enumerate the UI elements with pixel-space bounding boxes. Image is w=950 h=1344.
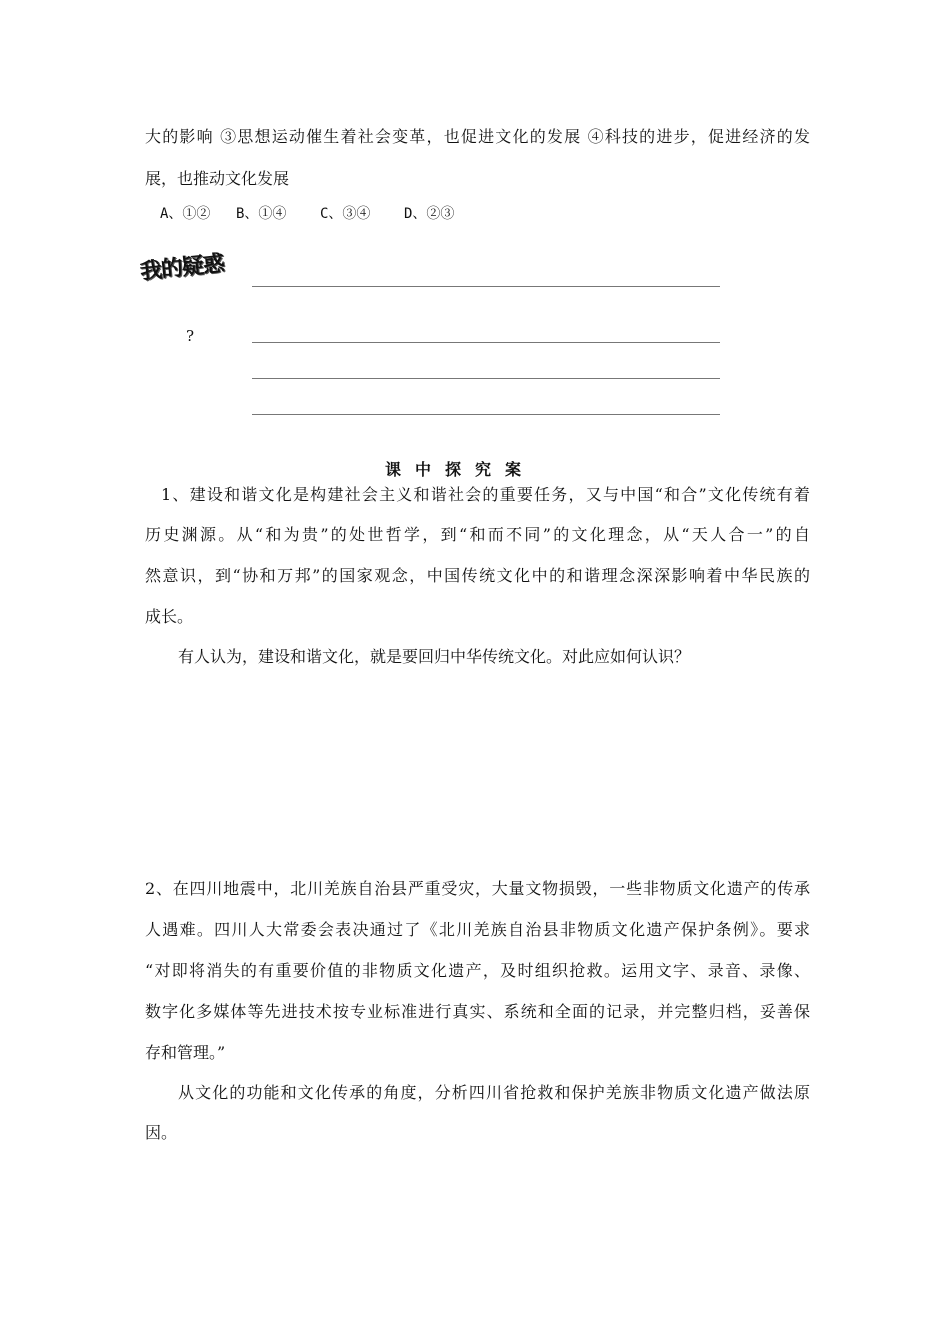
- q1-question: 有人认为，建设和谐文化，就是要回归中华传统文化。对此应如何认识？: [178, 647, 691, 666]
- q2-text-line: “对即将消失的有重要价值的非物质文化遗产，及时组织抢救。运用文字、录音、录像、: [145, 961, 810, 980]
- q1-text-line: 历史渊源。从“和为贵”的处世哲学，到“和而不同”的文化理念，从“天人合一”的自: [145, 525, 810, 544]
- section-heading: 课中探究案: [385, 460, 536, 479]
- q2-text-line: 人遇难。四川人大常委会表决通过了《北川羌族自治县非物质文化遗产保护条例》。要求: [145, 920, 810, 939]
- option-b: B、①④: [236, 206, 287, 222]
- option-d: D、②③: [404, 206, 455, 222]
- answer-line: [252, 414, 720, 415]
- question-text-line: 大的影响 ③思想运动催生着社会变革，也促进文化的发展 ④科技的进步，促进经济的发: [145, 127, 810, 146]
- q2-text-line: 存和管理。”: [145, 1043, 226, 1062]
- doubts-title: 我的疑惑: [138, 251, 226, 285]
- option-a: A、①②: [160, 206, 211, 222]
- q2-question-cont: 因。: [145, 1123, 178, 1142]
- option-c: C、③④: [320, 206, 371, 222]
- q1-text-line: 成长。: [145, 607, 194, 626]
- answer-line: [252, 378, 720, 379]
- answer-line: [252, 342, 720, 343]
- question-mark: ?: [186, 327, 195, 345]
- q2-text-line: 数字化多媒体等先进技术按专业标准进行真实、系统和全面的记录，并完整归档，妥善保: [145, 1002, 810, 1021]
- q1-text-line: 然意识，到“协和万邦”的国家观念，中国传统文化中的和谐理念深深影响着中华民族的: [145, 566, 810, 585]
- q2-question: 从文化的功能和文化传承的角度，分析四川省抢救和保护羌族非物质文化遗产做法原: [178, 1083, 810, 1102]
- answer-line: [252, 286, 720, 287]
- question-text-line: 展，也推动文化发展: [145, 169, 290, 188]
- q1-text-line: 1、建设和谐文化是构建社会主义和谐社会的重要任务，又与中国“和合”文化传统有着: [161, 485, 810, 504]
- q2-text-line: 2、在四川地震中，北川羌族自治县严重受灾，大量文物损毁，一些非物质文化遗产的传承: [145, 879, 810, 898]
